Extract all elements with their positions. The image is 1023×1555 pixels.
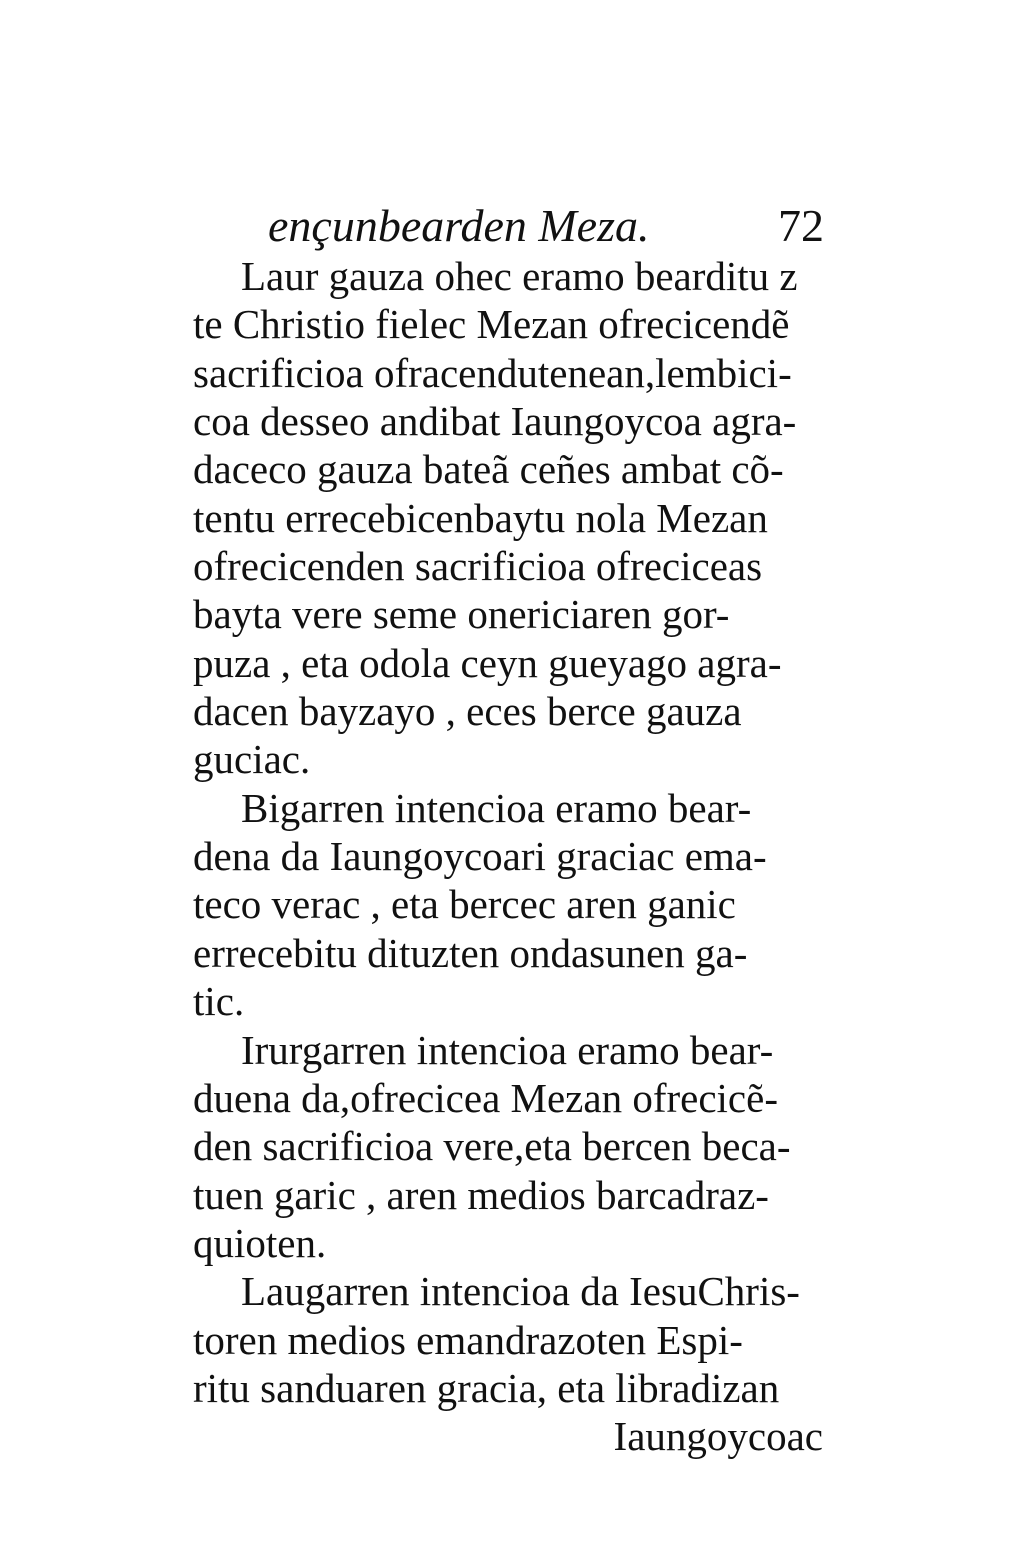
text-line: sacrificioa ofracendutenean,lembici- (193, 349, 792, 396)
text-line: ritu sanduaren gracia, eta libradizan (193, 1364, 780, 1411)
text-line: tentu errecebicenbaytu nola Mezan (193, 494, 768, 541)
text-line: toren medios emandrazoten Espi- (193, 1316, 743, 1363)
body-text (193, 252, 823, 1461)
text-line: te Christio fielec Mezan ofrecicendẽ (193, 301, 790, 348)
text-line: Laur gauza ohec eramo bearditu z (241, 253, 798, 299)
text-line: quioten. (193, 1219, 327, 1266)
text-line: dena da Iaungoycoari graciac ema- (193, 833, 767, 880)
text-line: duena da,ofrecicea Mezan ofrecicẽ- (193, 1074, 778, 1121)
text-line: Bigarren intencioa eramo bear- (241, 784, 752, 831)
text-line: coa desseo andibat Iaungoycoa agra- (193, 398, 797, 445)
paragraph-2 (193, 784, 823, 1026)
text-line: daceco gauza bateã ceñes ambat cõ- (193, 446, 784, 493)
page-number: 72 (778, 200, 824, 251)
text-line: tic. (193, 978, 245, 1025)
text-line: errecebitu dituzten ondasunen ga- (193, 929, 748, 976)
catchword: Iaungoycoac (613, 1413, 823, 1460)
paragraph-3 (193, 1026, 823, 1268)
running-title: ençunbearden Meza. (268, 200, 650, 251)
paragraph-1 (193, 252, 823, 784)
text-line: dacen bayzayo , eces berce gauza (193, 688, 742, 735)
text-line: tuen garic , aren medios barcadraz- (193, 1171, 769, 1218)
text-line: Laugarren intencioa da IesuChris- (241, 1268, 800, 1315)
text-line: puza , eta odola ceyn gueyago agra- (193, 639, 782, 686)
text-line: den sacrificioa vere,eta bercen beca- (193, 1123, 791, 1170)
text-line: bayta vere seme onericiaren gor- (193, 591, 730, 638)
page-header (268, 196, 824, 256)
paragraph-4 (193, 1267, 823, 1412)
text-line: ofrecicenden sacrificioa ofreciceas (193, 543, 763, 590)
text-line: guciac. (193, 736, 311, 783)
text-line: Irurgarren intencioa eramo bear- (241, 1026, 774, 1073)
text-line: teco verac , eta bercec aren ganic (193, 881, 736, 928)
